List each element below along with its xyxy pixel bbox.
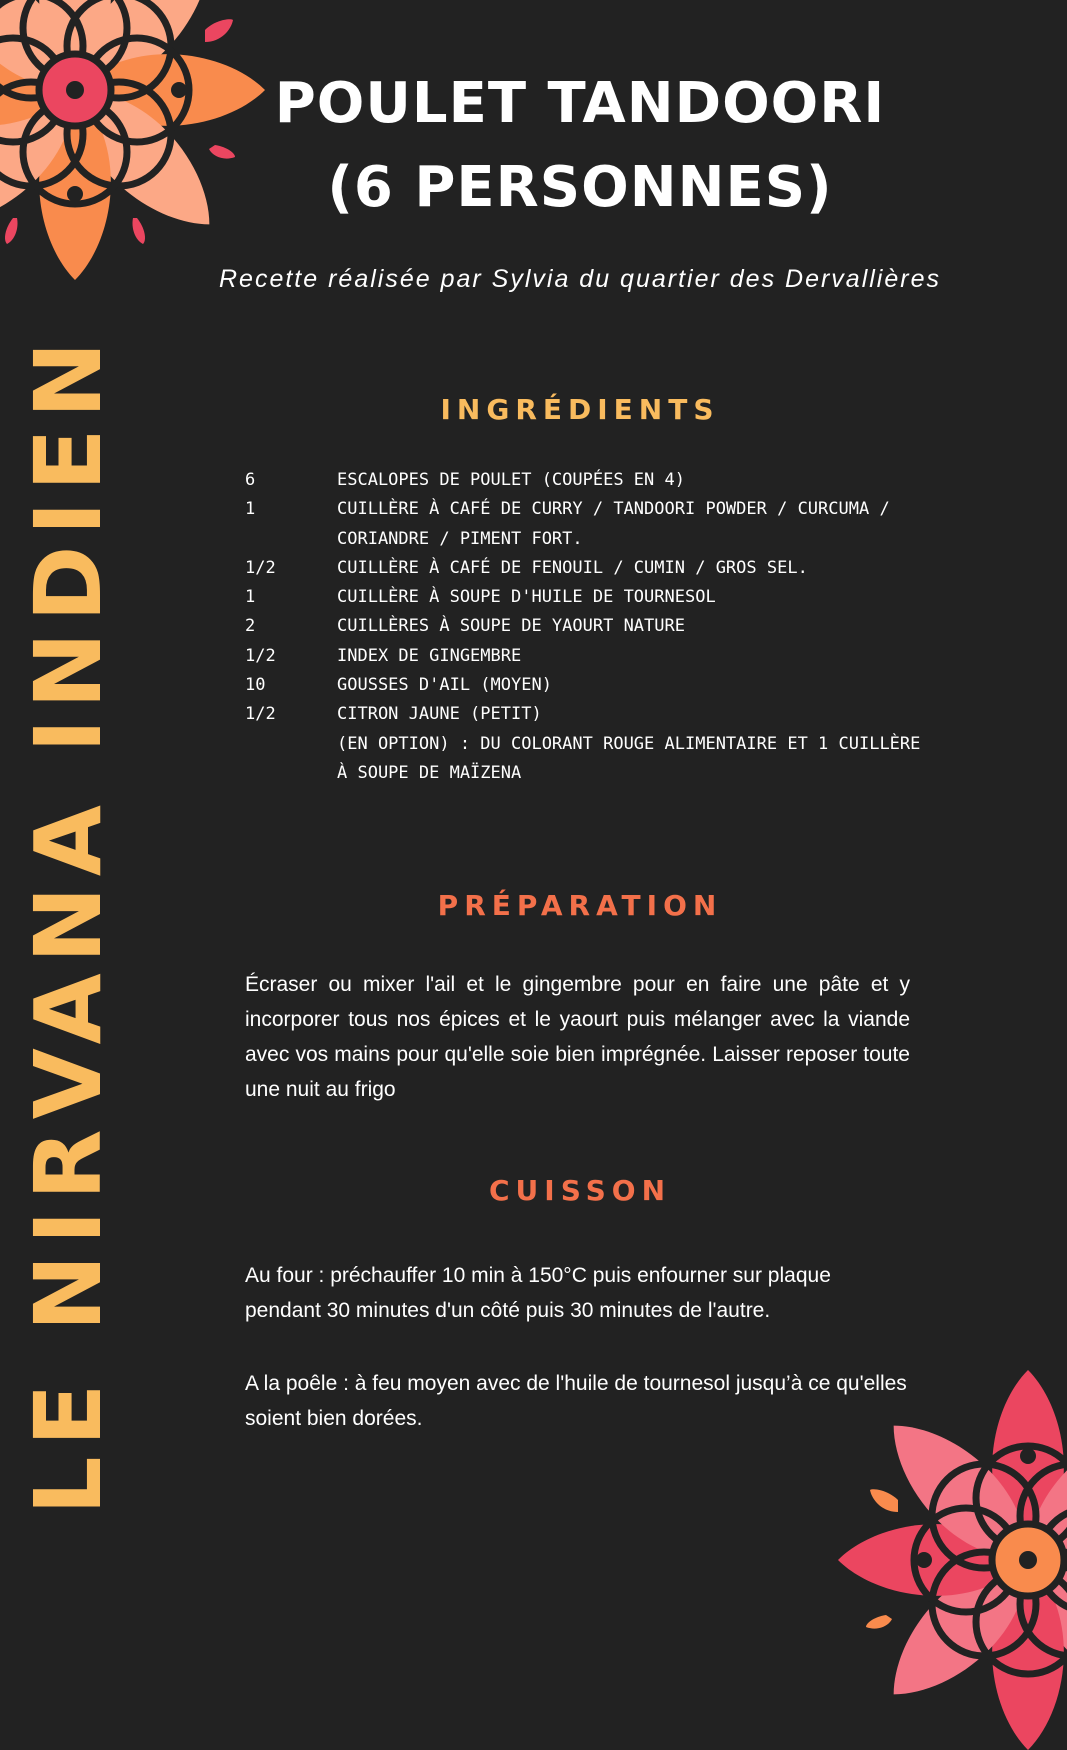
list-item <box>245 671 925 700</box>
ingredient-quantity <box>245 730 337 789</box>
ingredient-name: (EN OPTION) : DU COLORANT ROUGE ALIMENTAIRE ET 1 CUILLÈRE À SOUPE DE MAÏZENA <box>337 733 921 783</box>
ingredient-name: CUILLÈRE À CAFÉ DE FENOUIL / CUMIN / GROS SEL. <box>337 557 808 578</box>
ingredient-name: INDEX DE GINGEMBRE <box>337 645 522 666</box>
ingredient-quantity: 1 <box>245 499 256 520</box>
preparation-heading: PRÉPARATION <box>437 889 723 922</box>
ingredient-name: GOUSSES D'AIL (MOYEN) <box>337 675 552 696</box>
list-item <box>245 495 925 554</box>
cuisson-heading: CUISSON <box>488 1174 671 1207</box>
cuisson-oven-text: Au four : préchauffer 10 min à 150°C puis enfourner sur plaque pendant 30 minutes d'un côté puis 30 minutes de l'autre. <box>245 1264 831 1322</box>
cuisson-pan-text: A la poêle : à feu moyen avec de l'huile de tournesol jusqu’à ce qu'elles soient bien dorées. <box>245 1372 907 1430</box>
list-item <box>245 642 925 671</box>
list-item <box>245 466 925 495</box>
ingredient-name: CUILLÈRE À SOUPE D'HUILE DE TOURNESOL <box>337 587 716 608</box>
page-title <box>160 62 1000 230</box>
ingredient-quantity: 6 <box>245 470 256 490</box>
list-item <box>245 583 925 612</box>
ingredient-quantity: 1 <box>245 587 256 608</box>
ingredient-quantity: 10 <box>245 675 266 696</box>
ingredient-name: ESCALOPES DE POULET (COUPÉES EN 4) <box>337 470 685 490</box>
ingredient-quantity: 2 <box>245 616 256 637</box>
restaurant-name-vertical: LE NIRVANA INDIEN <box>15 331 122 1515</box>
title-line-2: (6 PERSONNES) <box>327 155 833 220</box>
ingredient-name: CITRON JAUNE (PETIT) <box>337 704 542 725</box>
list-item <box>245 700 925 729</box>
list-item <box>245 730 925 789</box>
ingredient-quantity: 1/2 <box>245 704 276 725</box>
ingredient-name: CUILLÈRES À SOUPE DE YAOURT NATURE <box>337 616 685 637</box>
preparation-text: Écraser ou mixer l'ail et le gingembre pour en faire une pâte et y incorporer tous nos épices et le yaourt puis mélanger avec la viande avec vos mains pour qu'elle soie bien imprégnée. Laisser reposer toute une nuit au frigo <box>245 973 910 1101</box>
ingredient-name: CUILLÈRE À CAFÉ DE CURRY / TANDOORI POWDER / CURCUMA / CORIANDRE / PIMENT FORT. <box>337 499 890 549</box>
ingredients-list <box>245 466 925 788</box>
recipe-author-subtitle: Recette réalisée par Sylvia du quartier des Dervallières <box>218 265 941 293</box>
list-item <box>245 554 925 583</box>
list-item <box>245 612 925 641</box>
title-line-1: POULET TANDOORI <box>274 71 886 136</box>
ingredients-heading: INGRÉDIENTS <box>440 393 720 426</box>
ingredient-quantity: 1/2 <box>245 645 276 666</box>
ingredient-quantity: 1/2 <box>245 557 276 578</box>
